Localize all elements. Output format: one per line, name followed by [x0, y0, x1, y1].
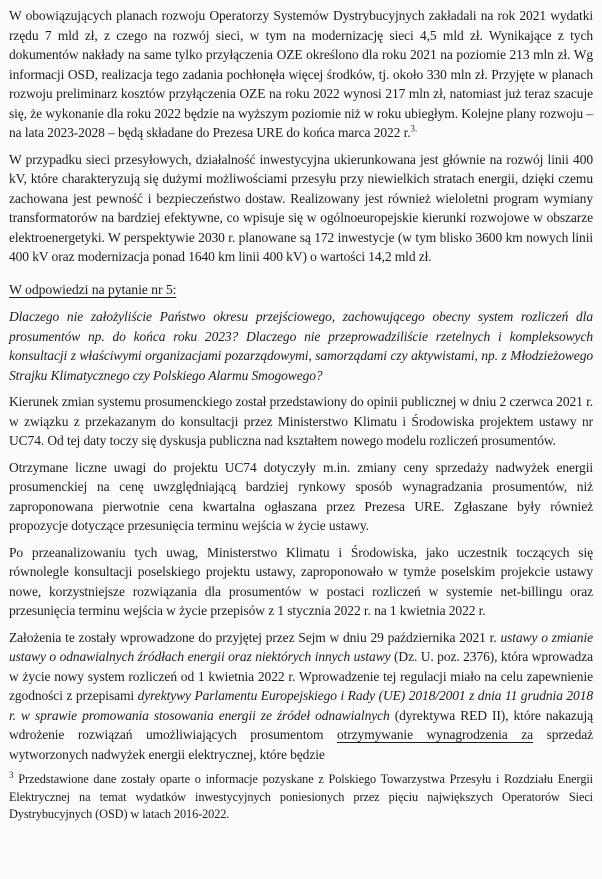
underlined-phrase: otrzymywanie wynagrodzenia za	[336, 727, 534, 742]
paragraph-distribution-plans	[9, 6, 593, 143]
paragraph-text: W obowiązujących planach rozwoju Operatorzy Systemów Dystrybucyjnych zakładali na rok 2021 wydatki rzędu 7 mld zł, z czego na rozwój sieci, w tym na modernizację sieci 4,5 mld zł. Wynikające z tych dokumentów nakłady na same tylko przyłączenia OZE określono dla roku 2021 na poziomie 213 mln zł. Wg informacji OSD, realizacja tego zadania pochłonęła więcej środków, tj. około 330 mln zł. Przyjęte w planach rozwoju preliminarz kosztów przyłączenia OZE na roku 2022 wynosi 217 mln zł, natomiast już teraz szacuje się, że wykonanie dla roku 2022 będzie na wyższym poziomie niż w roku ubiegłym. Kolejne plany rozwoju – na lata 2023-2028 – będą składane do Prezesa URE do końca marca 2022 r.	[9, 8, 593, 140]
footnote-marker: 3	[9, 769, 14, 780]
paragraph-ministry-proposal: Po przeanalizowaniu tych uwag, Ministerstwo Klimatu i Środowiska, jako uczestnik toczących się równolegle konsultacji poselskiego projektu ustawy, zaproponowało w tymże poselskim projekcie ustawy nowe, korzystniejsze rozwiązania dla prosumentów w postaci rozliczeń w systemie net-billingu oraz przesunięcia terminu wejścia w życie przepisów z 1 stycznia 2022 r. na 1 kwietnia 2022 r.	[9, 544, 593, 618]
paragraph-uc74-comments: Otrzymane liczne uwagi do projektu UC74 dotyczyły m.in. zmiany ceny sprzedaży nadwyżek energii prosumenckiej na cenę uwzględniającą bardziej rynkowy sposób wynagradzania prosumentów, niż zaproponowana pierwotnie cena kwartalna ogłaszana przez Prezesa URE. Zgłaszane były również propozycje dotyczące przesunięcia terminu wejścia w życie ustawy.	[9, 459, 593, 533]
act-title-italic: ustawy o zmianie ustawy o odnawialnych źródłach energii oraz niektórych innych ustawy	[9, 629, 593, 664]
act-intro-text: Założenia te zostały wprowadzone do przyjętej przez Sejm w dniu 29 października 2021 r.	[9, 629, 501, 645]
paragraph-tail-text: sprzedaż wytworzonych nadwyżek energii elektrycznej, które będzie	[9, 727, 593, 762]
section-heading-answer-5	[9, 280, 593, 300]
directive-title-italic: dyrektywy Parlamentu Europejskiego i Rady (UE) 2018/2001 z dnia 11 grudnia 2018 r. w sprawie promowania stosowania energii ze źródeł odnawialnych	[9, 688, 593, 723]
directive-following-text: (dyrektywa RED II), które nakazują wdrożenie rozwiązań umożliwiających prosumentom	[9, 707, 593, 742]
footnote-text: Przedstawione dane zostały oparte o informacje pozyskane z Polskiego Towarzystwa Przesyłu i Rozdziału Energii Elektrycznej na temat wydatków inwestycyjnych poniesionych przez pięciu największych Operatorów Sieci Dystrybucyjnych (OSD) w latach 2016-2022.	[9, 772, 593, 821]
paragraph-prosumer-direction: Kierunek zmian systemu prosumenckiego został przedstawiony do opinii publicznej w dniu 2 czerwca 2021 r. w związku z przekazanym do konsultacji przez Ministerstwo Klimatu i Środowiska projektem ustawy nr UC74. Od tej daty toczy się dyskusja publiczna nad kształtem nowego modelu rozliczeń prosumentów.	[9, 394, 593, 448]
paragraph-sejm-act	[9, 628, 593, 765]
act-middle-text: (Dz. U. poz. 2376), która wprowadza w życie nowy system rozliczeń od 1 kwietnia 2022 r. Wprowadzenie tej regulacji miało na celu zapewnienie zgodności z przepisami	[9, 649, 593, 703]
footnote-ref-3: 3.	[410, 123, 418, 134]
paragraph-transmission-networks: W przypadku sieci przesyłowych, działalność inwestycyjna ukierunkowana jest głównie na rozwój linii 400 kV, które charakteryzują się dużymi możliwościami przesyłu przy niewielkich stratach energii, dzięki czemu zachowana jest pewność i bezpieczeństwo dostaw. Realizowany jest również wieloletni program wymiany transformatorów na bardziej efektywne, co wpisuje się w ogólnoeuropejskie kierunki rozwojowe w obszarze elektroenergetyki. W perspektywie 2030 r. planowane są 172 inwestycje (w tym blisko 3600 km nowych linii 400 kV oraz modernizacja ponad 1640 km linii 400 kV) o wartości 14,2 mld zł.	[9, 151, 593, 264]
question-paragraph: Dlaczego nie założyliście Państwo okresu przejściowego, zachowującego obecny system rozliczeń dla prosumentów np. do końca roku 2023? Dlaczego nie przeprowadziliście rzetelnych i kompleksowych konsultacji z właściwymi organizacjami pozarządowymi, samorządami czy aktywistami, np. z Młodzieżowego Strajku Klimatycznego czy Polskiego Alarmu Smogowego?	[9, 309, 593, 383]
section-heading-text: W odpowiedzi na pytanie nr 5:	[9, 281, 177, 297]
footnote-3	[9, 771, 593, 824]
